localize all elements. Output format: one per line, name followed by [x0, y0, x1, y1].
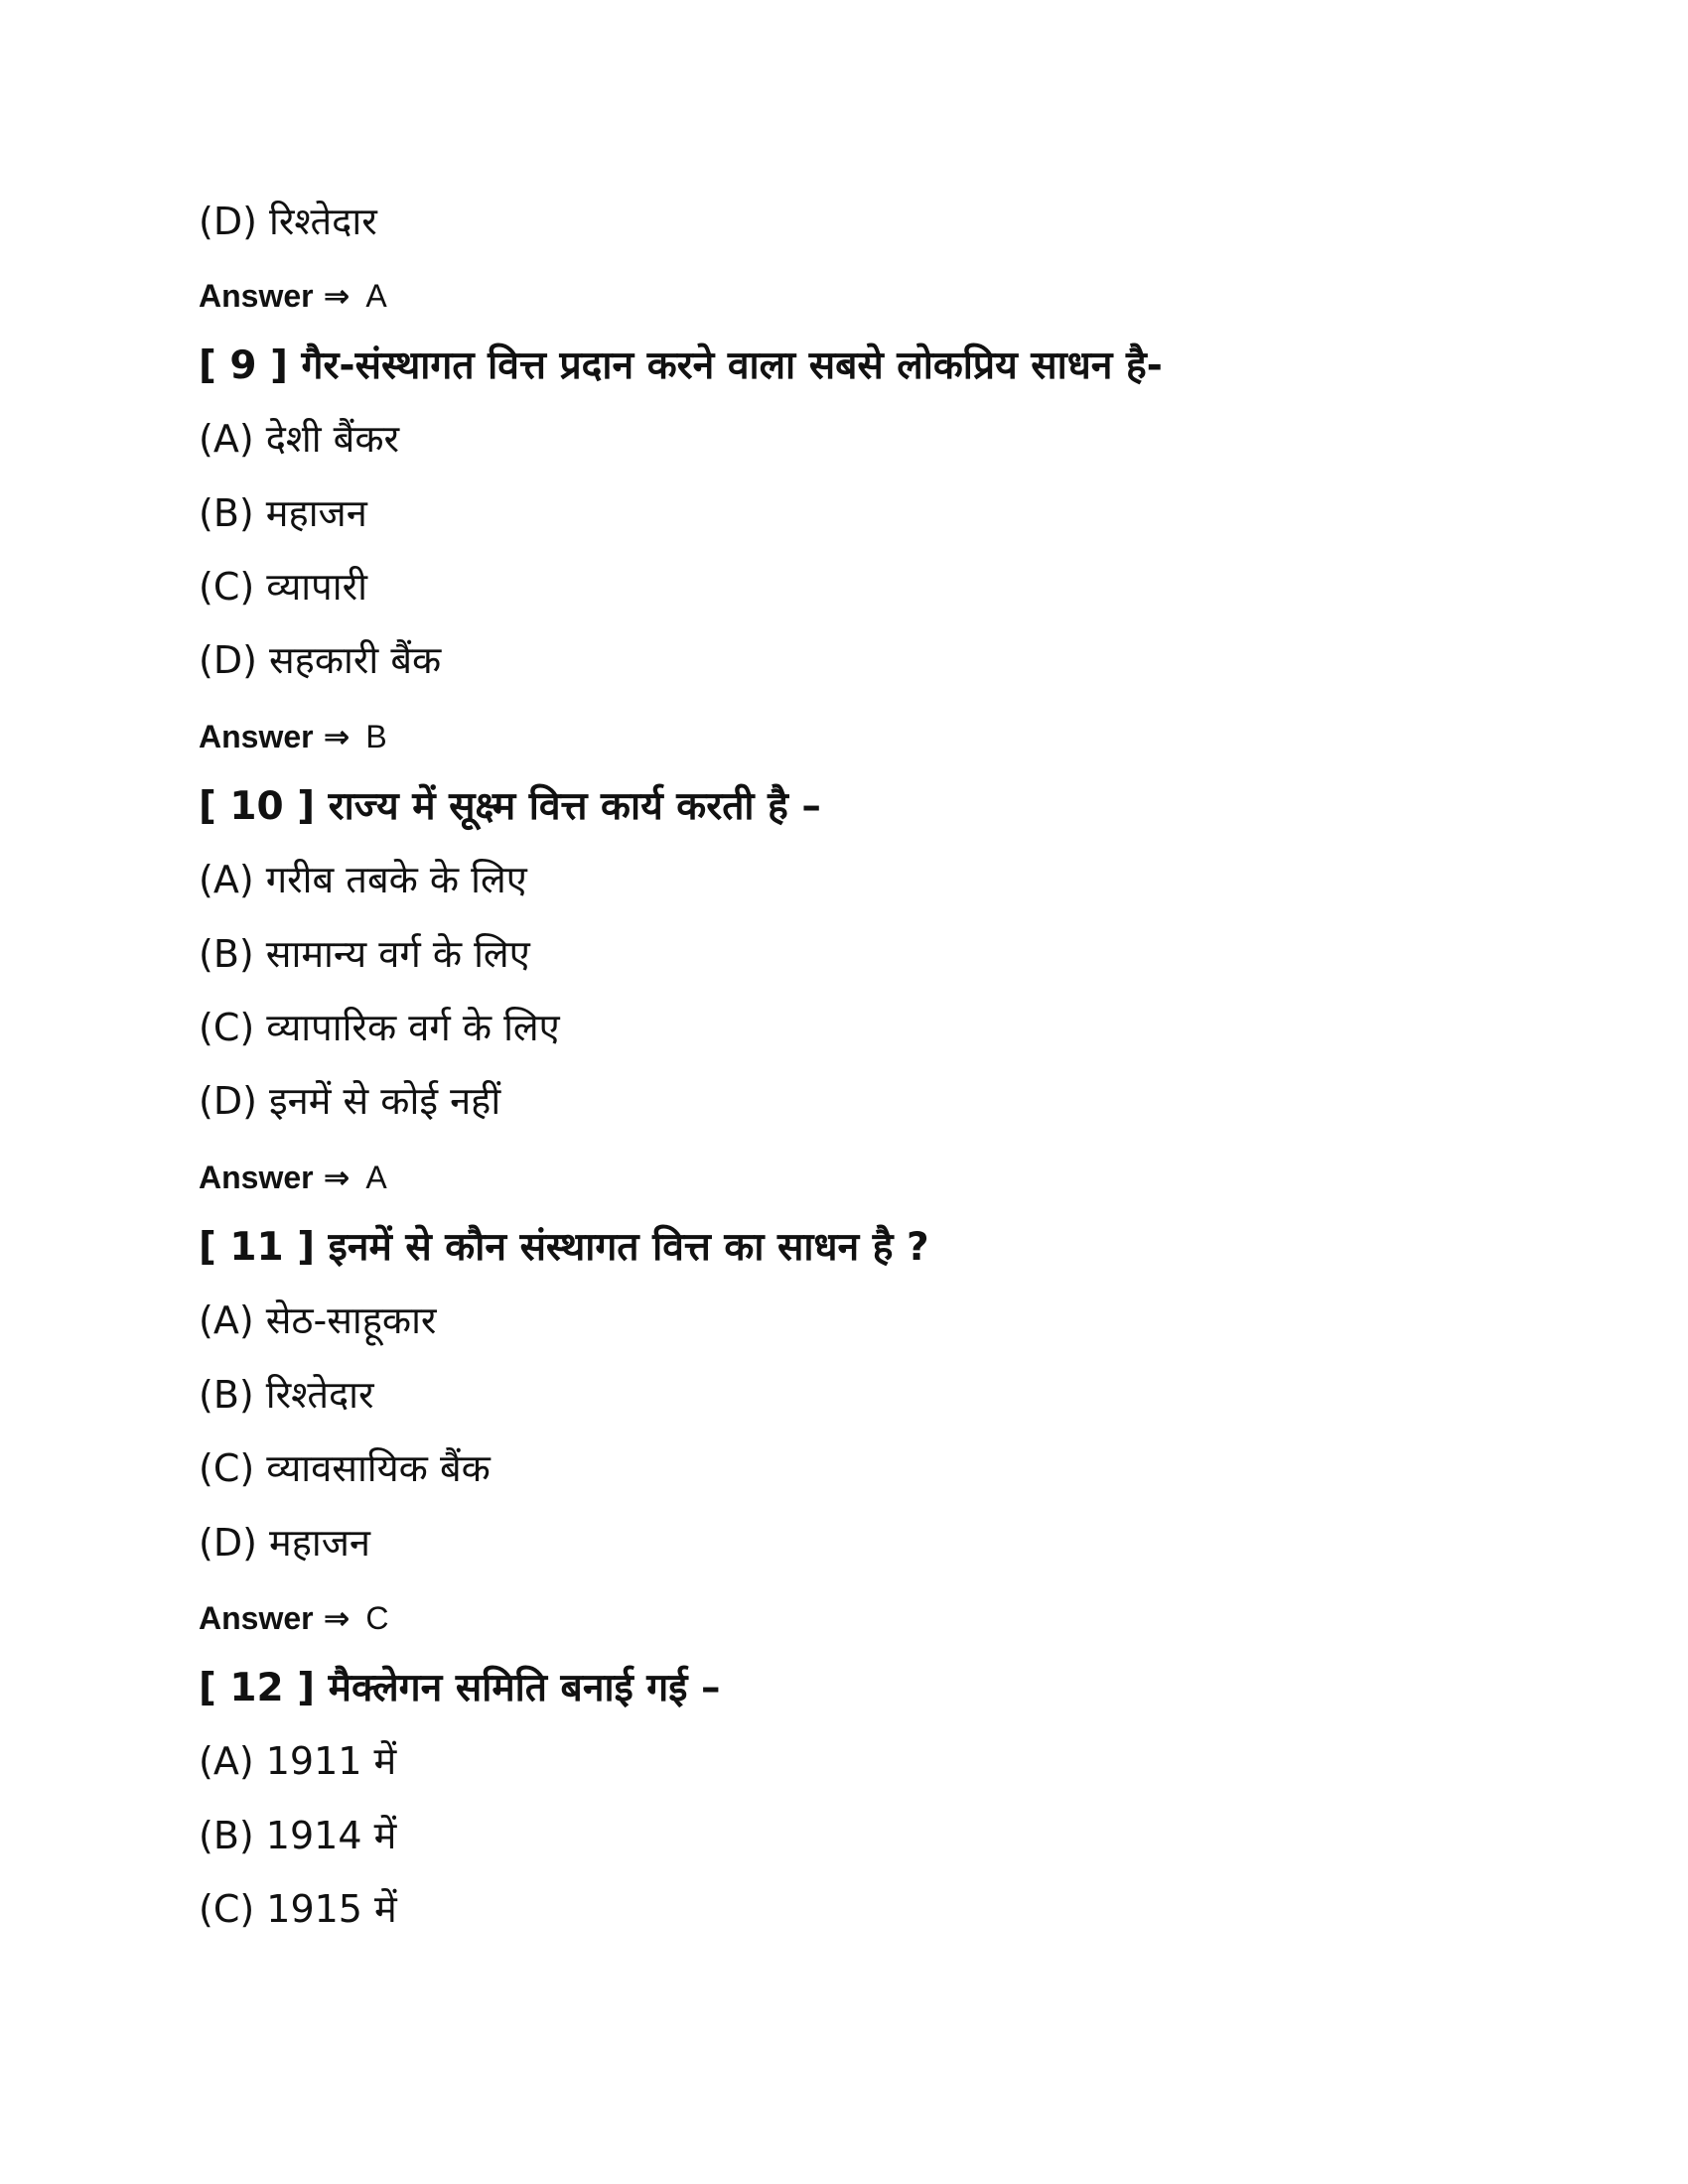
- answer-value: A: [365, 1160, 387, 1195]
- option-d: (D) सहकारी बैंक: [199, 638, 442, 682]
- question-9: [ 9 ] गैर-संस्थागत वित्त प्रदान करने वाला सबसे लोकप्रिय साधन है-: [199, 343, 1163, 388]
- answer-line: [199, 1159, 387, 1196]
- answer-value: C: [365, 1600, 389, 1636]
- question-12: [ 12 ] मैक्लेगन समिति बनाई गई –: [199, 1666, 721, 1710]
- option-a: (A) देशी बैंकर: [199, 417, 400, 461]
- option-d: (D) रिश्तेदार: [199, 200, 377, 243]
- answer-arrow-icon: ⇒: [323, 718, 351, 755]
- option-d: (D) महाजन: [199, 1521, 371, 1565]
- answer-line: [199, 277, 387, 315]
- answer-value: B: [365, 719, 387, 754]
- question-10: [ 10 ] राज्य में सूक्ष्म वित्त कार्य करती है –: [199, 784, 821, 829]
- option-a: (A) गरीब तबके के लिए: [199, 858, 527, 901]
- answer-label: Answer: [199, 1600, 314, 1636]
- option-b: (B) सामान्य वर्ग के लिए: [199, 932, 530, 976]
- option-a: (A) 1911 में: [199, 1739, 397, 1783]
- answer-label: Answer: [199, 278, 314, 314]
- option-b: (B) महाजन: [199, 491, 367, 535]
- option-a: (A) सेठ-साहूकार: [199, 1298, 437, 1342]
- option-b: (B) 1914 में: [199, 1814, 397, 1857]
- answer-arrow-icon: ⇒: [323, 277, 351, 315]
- answer-value: A: [365, 278, 387, 314]
- answer-line: [199, 1599, 389, 1637]
- option-d: (D) इनमें से कोई नहीं: [199, 1079, 501, 1123]
- option-c: (C) व्यापारिक वर्ग के लिए: [199, 1006, 560, 1049]
- answer-arrow-icon: ⇒: [323, 1599, 351, 1637]
- option-c: (C) 1915 में: [199, 1887, 397, 1931]
- option-b: (B) रिश्तेदार: [199, 1373, 374, 1417]
- answer-arrow-icon: ⇒: [323, 1159, 351, 1196]
- option-c: (C) व्यापारी: [199, 565, 367, 609]
- answer-label: Answer: [199, 1160, 314, 1195]
- option-c: (C) व्यावसायिक बैंक: [199, 1446, 491, 1490]
- answer-line: [199, 718, 387, 755]
- answer-label: Answer: [199, 719, 314, 754]
- question-11: [ 11 ] इनमें से कौन संस्थागत वित्त का साधन है ?: [199, 1225, 929, 1270]
